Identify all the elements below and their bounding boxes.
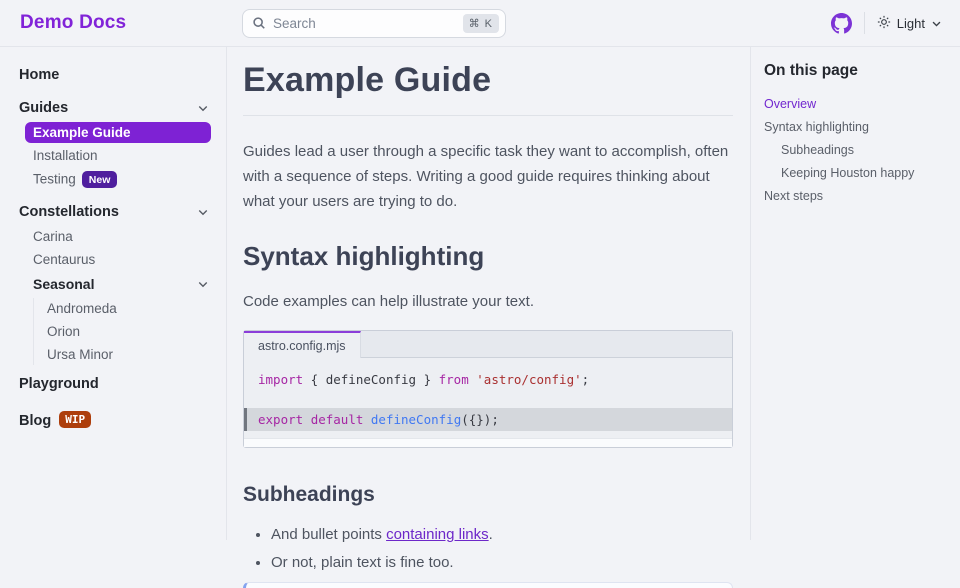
bullet-text: Or not, plain text is fine too. bbox=[271, 554, 454, 571]
containing-links-link[interactable]: containing links bbox=[386, 526, 489, 543]
main-content bbox=[227, 47, 750, 571]
group-label: Guides bbox=[19, 100, 69, 116]
code-line: export default defineConfig({}); bbox=[244, 408, 732, 431]
guides-list bbox=[25, 122, 211, 191]
code-tab-filler bbox=[361, 331, 732, 358]
header-divider bbox=[864, 12, 865, 34]
chevron-down-icon bbox=[197, 206, 209, 218]
sidebar-item-testing[interactable] bbox=[25, 168, 211, 191]
search-placeholder: Search bbox=[273, 15, 316, 31]
top-header bbox=[0, 0, 960, 47]
new-badge: New bbox=[82, 171, 118, 188]
code-filename-tab: astro.config.mjs bbox=[244, 331, 361, 358]
bullet-text: . bbox=[488, 526, 493, 543]
sidebar-item-example-guide[interactable]: Example Guide bbox=[25, 122, 211, 143]
bullet-text: And bullet points bbox=[271, 526, 387, 543]
syntax-paragraph: Code examples can help illustrate your text. bbox=[243, 293, 534, 310]
code-line: import { defineConfig } from 'astro/config'; bbox=[258, 372, 590, 387]
code-block bbox=[243, 330, 733, 448]
chevron-down-icon bbox=[197, 102, 209, 114]
sidebar-group-guides[interactable] bbox=[19, 96, 211, 120]
code-body[interactable] bbox=[244, 358, 732, 447]
theme-select[interactable] bbox=[877, 15, 942, 32]
list-item bbox=[271, 554, 733, 571]
code-tab-bar bbox=[244, 331, 732, 358]
sidebar-item-label: Blog bbox=[19, 413, 52, 429]
sidebar-item-ursa-minor[interactable]: Ursa Minor bbox=[47, 347, 114, 362]
on-this-page-sidebar bbox=[750, 47, 960, 540]
logo-wrap bbox=[0, 12, 227, 34]
intro-paragraph: Guides lead a user through a specific task they want to accomplish, often with a sequence of steps. Writing a good guide requires thinking about what your users are trying to do. bbox=[243, 143, 729, 210]
search-shortcut-badge: ⌘ K bbox=[463, 14, 499, 33]
title-divider bbox=[243, 115, 733, 116]
toc-item-subheadings[interactable]: Subheadings bbox=[781, 142, 854, 157]
toc-item-overview[interactable]: Overview bbox=[764, 96, 817, 111]
sidebar-item-blog[interactable] bbox=[19, 407, 211, 433]
search-icon bbox=[252, 16, 266, 30]
sidebar-item-home[interactable]: Home bbox=[19, 67, 60, 83]
code-scrollbar-track bbox=[244, 438, 732, 447]
group-label: Constellations bbox=[19, 204, 119, 220]
sidebar-item-centaurus[interactable]: Centaurus bbox=[33, 252, 96, 267]
list-item bbox=[271, 526, 733, 543]
note-callout-top-edge bbox=[243, 582, 733, 588]
sidebar-item-label: Testing bbox=[33, 171, 76, 187]
wip-badge: WIP bbox=[59, 411, 91, 428]
toc-item-keeping-houston-happy[interactable]: Keeping Houston happy bbox=[781, 165, 915, 180]
seasonal-list bbox=[33, 298, 211, 365]
sidebar-item-playground[interactable]: Playground bbox=[19, 376, 99, 392]
search-input[interactable] bbox=[242, 9, 506, 38]
sidebar-group-constellations[interactable] bbox=[19, 200, 211, 224]
left-sidebar bbox=[0, 47, 227, 540]
theme-label: Light bbox=[896, 15, 925, 31]
chevron-down-icon bbox=[931, 18, 942, 29]
github-icon[interactable] bbox=[831, 13, 852, 34]
toc-title: On this page bbox=[764, 62, 858, 79]
sidebar-group-seasonal[interactable] bbox=[25, 272, 211, 296]
toc-item-next-steps[interactable]: Next steps bbox=[764, 188, 824, 203]
heading-subheadings: Subheadings bbox=[243, 483, 375, 506]
heading-syntax-highlighting: Syntax highlighting bbox=[243, 241, 485, 271]
code-line bbox=[244, 391, 732, 408]
sidebar-item-andromeda[interactable]: Andromeda bbox=[47, 301, 117, 316]
sidebar-item-orion[interactable]: Orion bbox=[47, 324, 81, 339]
toc-item-syntax-highlighting[interactable]: Syntax highlighting bbox=[764, 119, 869, 134]
header-actions bbox=[831, 12, 960, 34]
chevron-down-icon bbox=[197, 278, 209, 290]
group-label: Seasonal bbox=[33, 276, 95, 292]
constellations-list bbox=[25, 226, 211, 365]
body-row bbox=[0, 47, 960, 571]
page-title: Example Guide bbox=[243, 61, 492, 99]
site-logo[interactable]: Demo Docs bbox=[20, 12, 127, 33]
sun-icon bbox=[877, 15, 891, 32]
bullet-list bbox=[243, 526, 733, 571]
sidebar-item-carina[interactable]: Carina bbox=[33, 229, 73, 244]
sidebar-item-installation[interactable]: Installation bbox=[33, 148, 98, 163]
